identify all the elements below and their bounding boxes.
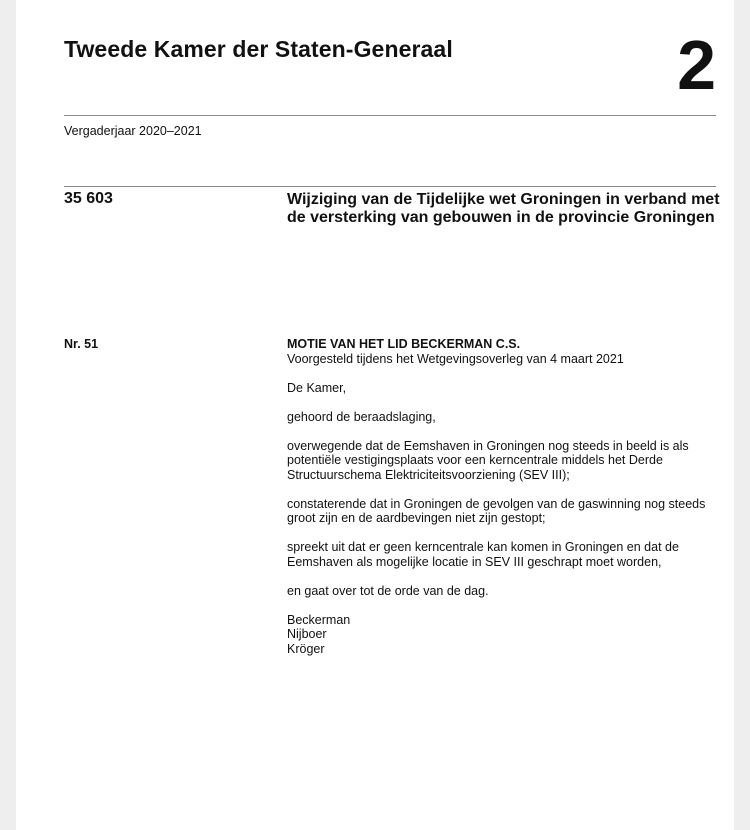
signatory: Beckerman [287, 612, 351, 627]
signatories [287, 613, 727, 657]
kamerstuk-number: 35 603 [64, 190, 113, 207]
session-year: Vergaderjaar 2020–2021 [64, 124, 202, 138]
motion-subtitle: Voorgesteld tijdens het Wetgevingsoverleg van 4 maart 2021 [287, 351, 624, 366]
motion-body [287, 337, 727, 656]
section-divider [64, 186, 716, 187]
motion-title: MOTIE VAN HET LID BECKERMAN C.S. [287, 337, 521, 351]
signatory: Kröger [287, 641, 325, 656]
paragraph-address: De Kamer, [287, 380, 347, 395]
chamber-title: Tweede Kamer der Staten-Generaal [64, 36, 453, 62]
paragraph-closing: en gaat over tot de orde van de dag. [287, 583, 489, 598]
document-page [16, 0, 734, 830]
top-divider [64, 115, 716, 116]
document-number: Nr. 51 [64, 337, 99, 351]
paragraph-noting: constaterende dat in Groningen de gevolgen van de gaswinning nog steeds groot zijn en de aardbevingen niet zijn gestopt; [287, 496, 706, 525]
paragraph-declares: spreekt uit dat er geen kerncentrale kan komen in Groningen en dat de Eemshaven als mogelijke locatie in SEV III geschrapt moet worden, [287, 540, 679, 569]
bill-title: Wijziging van de Tijdelijke wet Groningen in verband met de versterking van gebouwen in de provincie Groningen [287, 191, 720, 226]
page-number: 2 [677, 26, 716, 104]
signatory: Nijboer [287, 627, 327, 641]
paragraph-considering: overwegende dat de Eemshaven in Groningen nog steeds in beeld is als potentiële vestigingsplaats voor een kerncentrale middels het Derde Structuurschema Elektriciteitsvoorziening (SEV III); [287, 438, 689, 482]
paragraph-heard: gehoord de beraadslaging, [287, 409, 436, 424]
